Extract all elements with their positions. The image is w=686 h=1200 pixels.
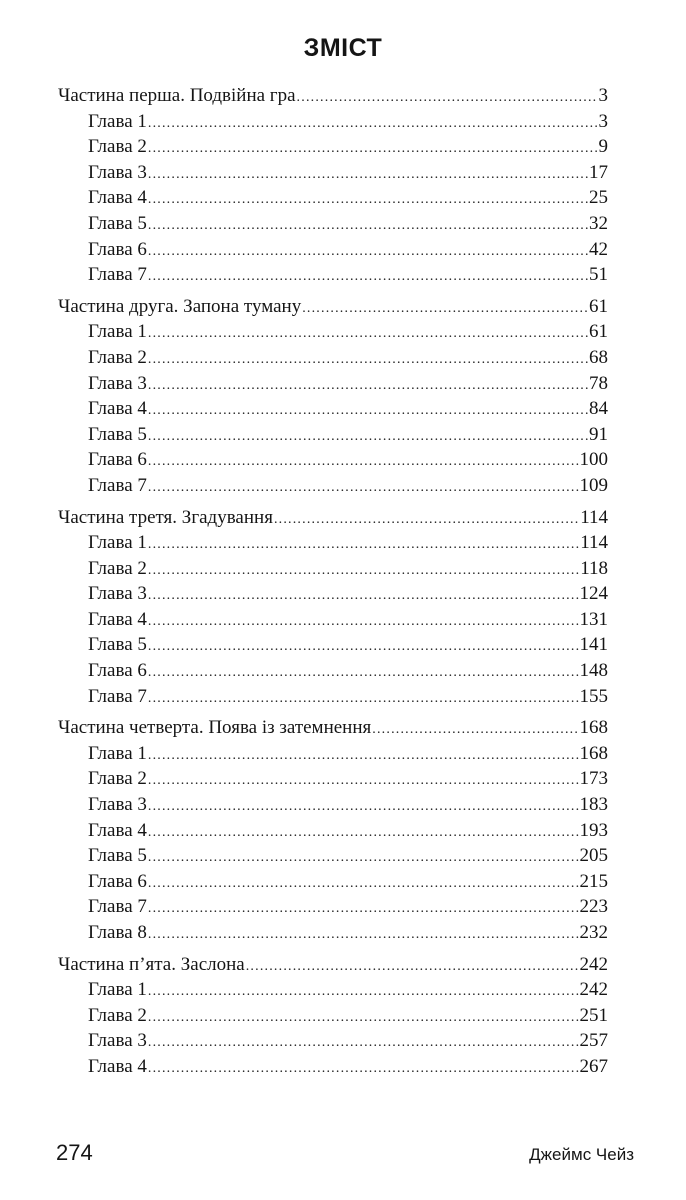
toc-part-entry	[58, 952, 608, 978]
dot-leader	[148, 1056, 579, 1082]
chapter-title: Глава 7	[88, 264, 147, 286]
dot-leader	[148, 583, 579, 609]
chapter-title: Глава 2	[88, 768, 147, 790]
chapter-title: Глава 5	[88, 423, 147, 445]
toc-chapter-entry	[58, 632, 608, 658]
page-number: 91	[589, 423, 608, 445]
page-number: 257	[579, 1030, 608, 1052]
dot-leader	[372, 717, 578, 743]
toc-part-entry	[58, 83, 608, 109]
dot-leader	[148, 398, 588, 424]
dot-leader	[148, 213, 588, 239]
page-number: 114	[580, 506, 608, 528]
dot-leader	[148, 896, 579, 922]
toc-chapter-entry	[58, 684, 608, 710]
page-number: 168	[579, 717, 608, 739]
page-number: 155	[579, 685, 608, 707]
page-number: 17	[589, 161, 608, 183]
page-number: 193	[579, 819, 608, 841]
toc-chapter-entry	[58, 319, 608, 345]
toc-chapter-entry	[58, 581, 608, 607]
chapter-title: Глава 1	[88, 321, 147, 343]
toc-chapter-entry	[58, 894, 608, 920]
chapter-title: Глава 2	[88, 136, 147, 158]
toc-chapter-entry	[58, 422, 608, 448]
chapter-title: Глава 4	[88, 608, 147, 630]
chapter-title: Глава 2	[88, 1004, 147, 1026]
chapter-title: Глава 8	[88, 922, 147, 943]
toc-part-entry	[58, 505, 608, 531]
page-number: 205	[579, 845, 608, 867]
chapter-title: Глава 2	[88, 557, 147, 579]
table-of-contents	[58, 83, 608, 1086]
page-number: 9	[598, 136, 608, 158]
toc-chapter-entry	[58, 766, 608, 792]
toc-part-block	[58, 952, 608, 1080]
chapter-title: Глава 5	[88, 634, 147, 656]
dot-leader	[148, 347, 588, 373]
toc-chapter-entry	[58, 185, 608, 211]
page-number: 100	[579, 449, 608, 471]
toc-chapter-entry	[58, 237, 608, 263]
dot-leader	[148, 532, 579, 558]
dot-leader	[148, 634, 579, 660]
page-number: 267	[579, 1055, 608, 1077]
toc-chapter-entry	[58, 211, 608, 237]
toc-chapter-entry	[58, 473, 608, 499]
page-number: 42	[589, 238, 608, 260]
dot-leader	[148, 111, 598, 137]
chapter-title: Глава 4	[88, 187, 147, 209]
toc-chapter-entry	[58, 792, 608, 818]
page-number: 251	[579, 1004, 608, 1026]
dot-leader	[302, 296, 588, 322]
dot-leader	[148, 609, 579, 635]
page-number: 131	[579, 608, 608, 630]
toc-chapter-entry	[58, 818, 608, 844]
page-number: 232	[579, 922, 608, 943]
dot-leader	[148, 686, 579, 712]
chapter-title: Глава 7	[88, 474, 147, 496]
toc-part-entry	[58, 715, 608, 741]
toc-chapter-entry	[58, 396, 608, 422]
toc-chapter-entry	[58, 556, 608, 582]
page-number: 242	[579, 953, 608, 975]
page-number: 242	[579, 979, 608, 1001]
toc-chapter-entry	[58, 920, 608, 946]
chapter-title: Глава 4	[88, 819, 147, 841]
toc-chapter-entry	[58, 1003, 608, 1029]
page-number: 173	[579, 768, 608, 790]
page-number: 168	[579, 742, 608, 764]
dot-leader	[148, 475, 579, 501]
dot-leader	[148, 239, 588, 265]
dot-leader	[148, 162, 588, 188]
toc-chapter-entry	[58, 262, 608, 288]
chapter-title: Глава 3	[88, 1030, 147, 1052]
page-number: 78	[589, 372, 608, 394]
toc-chapter-entry	[58, 843, 608, 869]
toc-chapter-entry	[58, 109, 608, 135]
footer-author: Джеймс Чейз	[529, 1145, 634, 1164]
page-number: 61	[589, 295, 608, 317]
part-title: Частина перша. Подвійна гра	[58, 85, 296, 106]
page-number: 84	[589, 398, 608, 420]
toc-chapter-entry	[58, 134, 608, 160]
chapter-title: Глава 7	[88, 685, 147, 707]
dot-leader	[148, 1005, 579, 1031]
chapter-title: Глава 6	[88, 870, 147, 892]
toc-part-block	[58, 505, 608, 710]
page-number: 68	[589, 346, 608, 368]
dot-leader	[297, 85, 598, 111]
chapter-title: Глава 5	[88, 845, 147, 867]
dot-leader	[148, 845, 579, 871]
toc-chapter-entry	[58, 447, 608, 473]
toc-chapter-entry	[58, 977, 608, 1003]
dot-leader	[274, 507, 579, 533]
chapter-title: Глава 3	[88, 794, 147, 816]
dot-leader	[148, 424, 588, 450]
chapter-title: Глава 3	[88, 161, 147, 183]
toc-part-block	[58, 715, 608, 945]
page-number: 124	[579, 583, 608, 605]
toc-chapter-entry	[58, 345, 608, 371]
dot-leader	[148, 373, 588, 399]
dot-leader	[148, 1030, 579, 1056]
part-title: Частина третя. Згадування	[58, 506, 273, 528]
chapter-title: Глава 4	[88, 1055, 147, 1077]
dot-leader	[148, 871, 579, 897]
toc-chapter-entry	[58, 371, 608, 397]
dot-leader	[148, 321, 588, 347]
page-number: 183	[579, 794, 608, 816]
dot-leader	[246, 954, 579, 980]
part-title: Частина друга. Запона туману	[58, 295, 302, 317]
page-number: 25	[589, 187, 608, 209]
dot-leader	[148, 743, 579, 769]
dot-leader	[148, 264, 588, 290]
chapter-title: Глава 2	[88, 346, 147, 368]
page-number: 215	[579, 870, 608, 892]
dot-leader	[148, 136, 598, 162]
toc-chapter-entry	[58, 1028, 608, 1054]
chapter-title: Глава 1	[88, 979, 147, 1001]
chapter-title: Глава 1	[88, 110, 147, 132]
toc-chapter-entry	[58, 530, 608, 556]
page-number: 118	[580, 557, 608, 579]
dot-leader	[148, 768, 579, 794]
dot-leader	[148, 922, 579, 948]
dot-leader	[148, 794, 579, 820]
page-number: 148	[579, 660, 608, 682]
chapter-title: Глава 5	[88, 212, 147, 234]
page-number: 3	[598, 110, 608, 132]
chapter-title: Глава 1	[88, 532, 147, 554]
page-number: 114	[580, 532, 608, 554]
toc-part-entry	[58, 294, 608, 320]
chapter-title: Глава 4	[88, 398, 147, 420]
dot-leader	[148, 660, 579, 686]
toc-chapter-entry	[58, 658, 608, 684]
page-number: 51	[589, 264, 608, 286]
dot-leader	[148, 187, 588, 213]
chapter-title: Глава 6	[88, 238, 147, 260]
part-title: Частина п’ята. Заслона	[58, 953, 245, 975]
toc-part-block	[58, 294, 608, 499]
dot-leader	[148, 558, 579, 584]
page-number: 32	[589, 212, 608, 234]
toc-chapter-entry	[58, 607, 608, 633]
page-number: 3	[598, 85, 608, 106]
dot-leader	[148, 820, 579, 846]
dot-leader	[148, 449, 579, 475]
chapter-title: Глава 3	[88, 583, 147, 605]
toc-chapter-entry	[58, 1054, 608, 1080]
page-number: 61	[589, 321, 608, 343]
chapter-title: Глава 3	[88, 372, 147, 394]
page-title: ЗМІСТ	[303, 34, 383, 62]
toc-chapter-entry	[58, 160, 608, 186]
toc-chapter-entry	[58, 741, 608, 767]
toc-part-block	[58, 83, 608, 288]
part-title: Частина четверта. Поява із затемнення	[58, 717, 372, 739]
chapter-title: Глава 1	[88, 742, 147, 764]
toc-chapter-entry	[58, 869, 608, 895]
dot-leader	[148, 979, 579, 1005]
footer-page-number: 274	[56, 1140, 93, 1165]
page-number: 141	[579, 634, 608, 656]
page-number: 223	[579, 896, 608, 918]
chapter-title: Глава 6	[88, 660, 147, 682]
page-number: 109	[579, 474, 608, 496]
chapter-title: Глава 7	[88, 896, 147, 918]
chapter-title: Глава 6	[88, 449, 147, 471]
